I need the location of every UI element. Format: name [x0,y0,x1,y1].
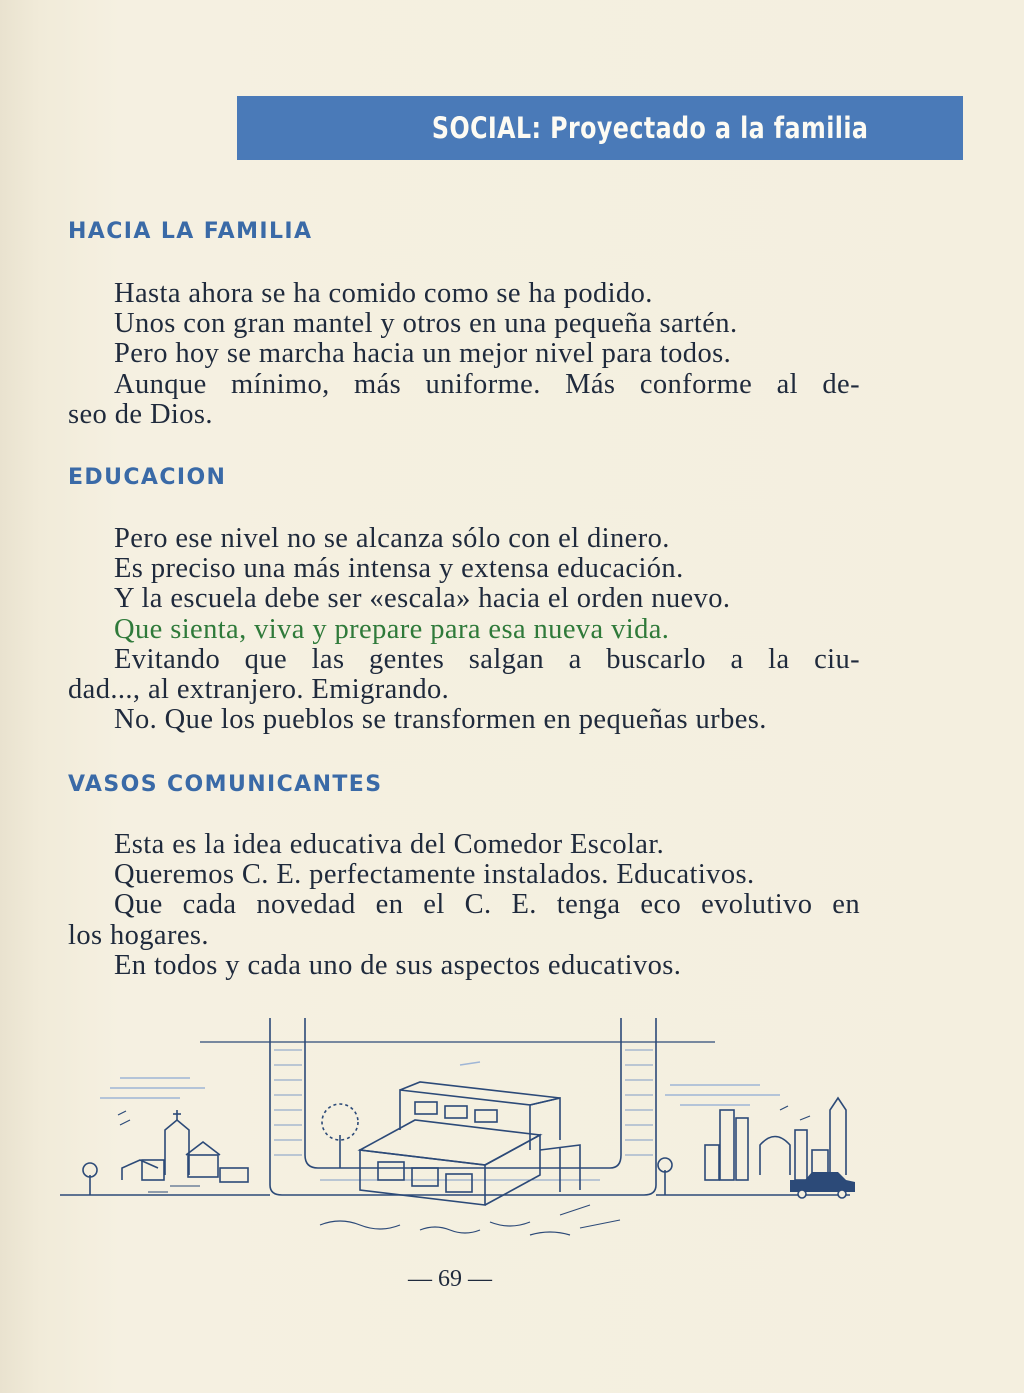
section-heading-vasos: VASOS COMUNICANTES [68,772,383,797]
text-line: No. Que los pueblos se transformen en pequeñas urbes. [114,704,767,736]
communicating-vessels-icon [60,1010,870,1250]
section-banner [237,96,963,160]
page-number: — 69 — [408,1266,492,1292]
paragraph-familia [68,279,860,430]
text-line: Es preciso una más intensa y extensa educación. [114,553,684,585]
section-heading-familia: HACIA LA FAMILIA [68,219,313,244]
text-line: Pero hoy se marcha hacia un mejor nivel para todos. [114,338,732,370]
paragraph-vasos [68,830,860,981]
text-line: Unos con gran mantel y otros en una pequeña sartén. [114,308,738,340]
section-heading-educacion: EDUCACION [68,465,227,490]
text-line: los hogares. [68,919,209,951]
text-line: Aunque mínimo, más uniforme. Más conforme al de- [114,368,860,400]
text-line: Queremos C. E. perfectamente instalados. Educativos. [114,859,755,891]
text-line: Hasta ahora se ha comido como se ha podido. [114,278,653,309]
text-line: seo de Dios. [68,398,213,430]
text-line: En todos y cada uno de sus aspectos educativos. [114,949,682,981]
banner-title: SOCIAL: Proyectado a la familia [431,111,869,145]
text-line: Evitando que las gentes salgan a buscarlo a la ciu- [114,643,860,675]
text-line: Pero ese nivel no se alcanza sólo con el dinero. [114,523,670,554]
text-line: Esta es la idea educativa del Comedor Escolar. [114,829,665,860]
text-line: Que cada novedad en el C. E. tenga eco evolutivo en [114,889,860,921]
paragraph-educacion [68,524,860,735]
text-line: dad..., al extranjero. Emigrando. [68,673,450,705]
text-line: Que sienta, viva y prepare para esa nueva vida. [114,613,670,645]
text-line: Y la escuela debe ser «escala» hacia el orden nuevo. [114,583,731,615]
